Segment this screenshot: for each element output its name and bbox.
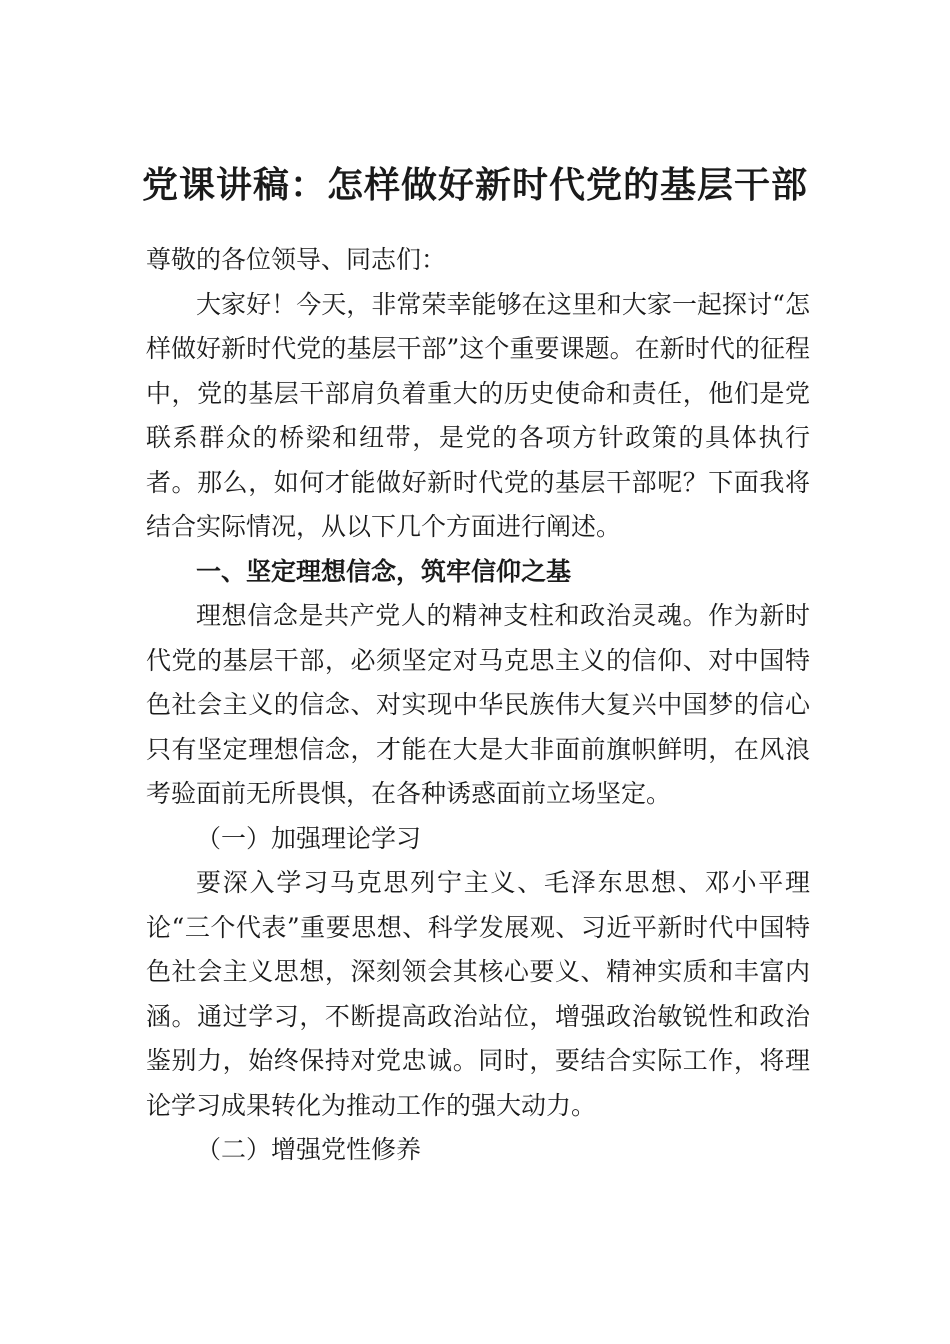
section-1-heading: 一、坚定理想信念，筑牢信仰之基	[196, 556, 572, 586]
document-title: 党课讲稿：怎样做好新时代党的基层干部	[141, 164, 808, 206]
salutation: 尊敬的各位领导、同志们：	[146, 245, 447, 274]
subsection-1-paragraph: 要深入学习马克思列宁主义、毛泽东思想、邓小平理论“三个代表”重要思想、科学发展观、习近平新时代中国特色社会主义思想，深刻领会其核心要义、精神实质和丰富内涵。通过学习，不断提高政治站位，增强政治敏锐性和政治鉴别力，始终保持对党忠诚。同时，要结合实际工作，将理论学习成果转化为推动工作的强大动力。	[146, 868, 810, 1120]
document-body	[146, 238, 810, 1173]
subsection-2-heading: （二）增强党性修养	[196, 1135, 422, 1164]
section-1-paragraph: 理想信念是共产党人的精神支柱和政治灵魂。作为新时代党的基层干部，必须坚定对马克思主义的信仰、对中国特色社会主义的信念、对实现中华民族伟大复兴中国梦的信心只有坚定理想信念，才能在大是大非面前旗帜鲜明，在风浪考验面前无所畏惧，在各种诱惑面前立场坚定。	[146, 601, 810, 808]
subsection-1-heading: （一）加强理论学习	[196, 823, 422, 853]
intro-paragraph: 大家好！今天，非常荣幸能够在这里和大家一起探讨“怎样做好新时代党的基层干部”这个重要课题。在新时代的征程中，党的基层干部肩负着重大的历史使命和责任，他们是党联系群众的桥梁和纽带，是党的各项方针政策的具体执行者。那么，如何才能做好新时代党的基层干部呢？下面我将结合实际情况，从以下几个方面进行阐述。	[146, 289, 810, 541]
